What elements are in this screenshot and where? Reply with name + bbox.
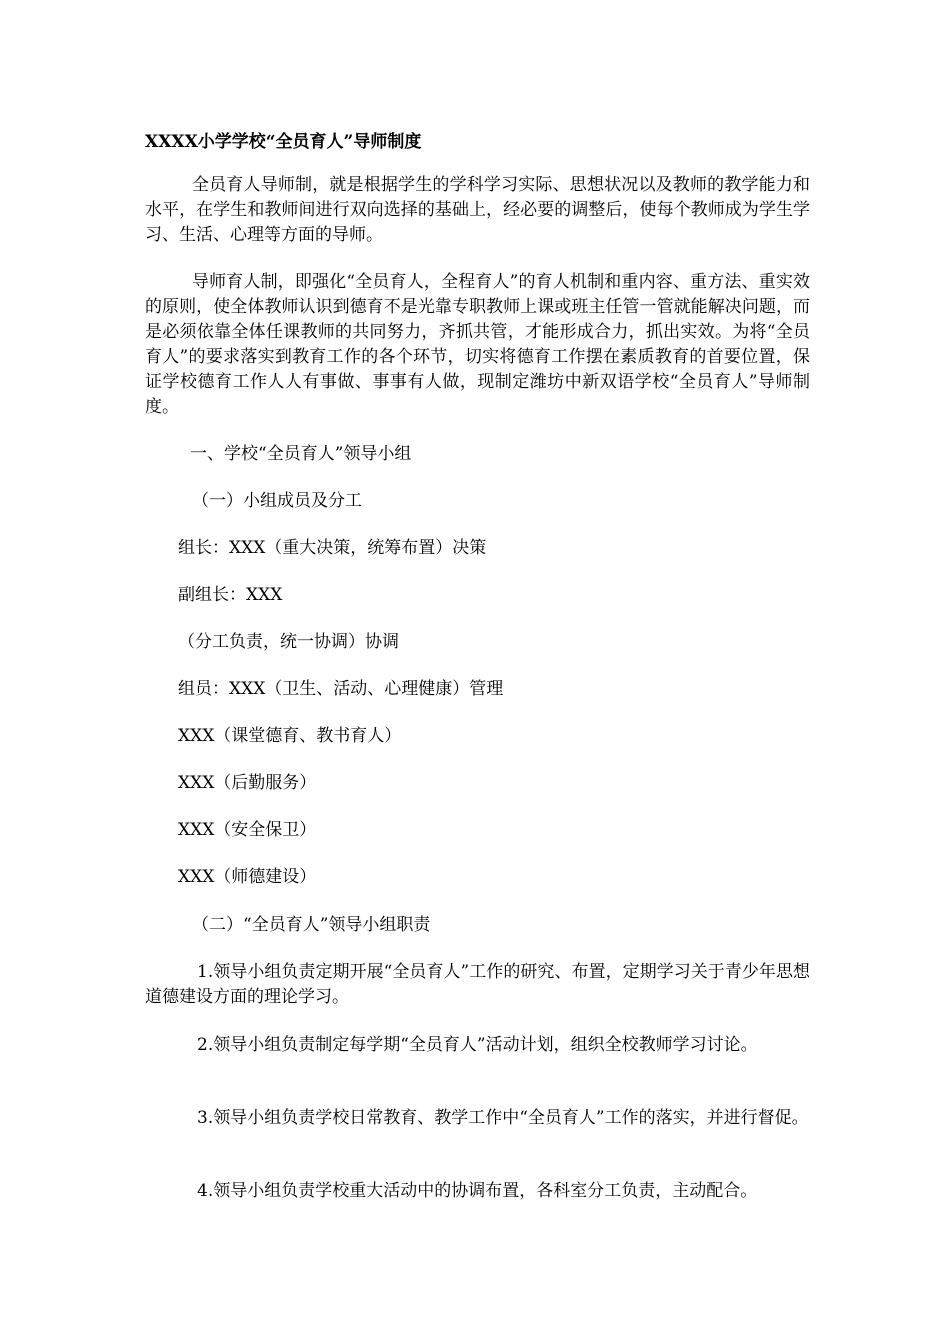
section-heading-1: 一、学校“全员育人”领导小组 (190, 444, 412, 464)
member-line-member-3: XXX（后勤服务） (178, 773, 317, 793)
intro-paragraph-1: 全员育人导师制，就是根据学生的学科学习实际、思想状况以及教师的教学能力和水平，在学生和教师间进行双向选择的基础上，经必要的调整后，使每个教师成为学生学习、生活、心理等方面的导师。 (145, 175, 810, 245)
subsection-heading-2: （二）“全员育人”领导小组职责 (192, 915, 431, 935)
member-line-member-4: XXX（安全保卫） (178, 820, 317, 840)
member-line-member-1: 组员：XXX（卫生、活动、心理健康）管理 (178, 679, 504, 699)
duty-item-1: 1.领导小组负责定期开展“全员育人”工作的研究、布置，定期学习关于青少年思想道德建设方面的理论学习。 (145, 962, 810, 1007)
member-line-leader: 组长：XXX（重大决策，统筹布置）决策 (178, 538, 487, 558)
member-line-member-5: XXX（师德建设） (178, 867, 317, 887)
duty-item-2: 2.领导小组负责制定每学期“全员育人”活动计划，组织全校教师学习讨论。 (197, 1035, 758, 1055)
subsection-heading-1: （一）小组成员及分工 (192, 491, 362, 511)
intro-paragraph-2: 导师育人制，即强化“全员育人，全程育人”的育人机制和重内容、重方法、重实效的原则，使全体教师认识到德育不是光靠专职教师上课或班主任管一管就能解决问题，而是必须依靠全体任课教师的共同努力，齐抓共管，才能形成合力，抓出实效。为将“全员育人”的要求落实到教育工作的各个环节，切实将德育工作摆在素质教育的首要位置，保证学校德育工作人人有事做、事事有人做，现制定潍坊中新双语学校“全员育人”导师制度。 (145, 272, 810, 417)
member-line-member-2: XXX（课堂德育、教书育人） (178, 726, 402, 746)
document-title: XXXX小学学校“全员育人”导师制度 (145, 132, 422, 152)
member-line-deputy-role: （分工负责，统一协调）协调 (178, 632, 399, 652)
member-line-deputy: 副组长：XXX (178, 585, 283, 605)
duty-item-3: 3.领导小组负责学校日常教育、教学工作中“全员育人”工作的落实，并进行督促。 (197, 1108, 809, 1128)
duty-item-4: 4.领导小组负责学校重大活动中的协调布置，各科室分工负责，主动配合。 (197, 1181, 758, 1201)
